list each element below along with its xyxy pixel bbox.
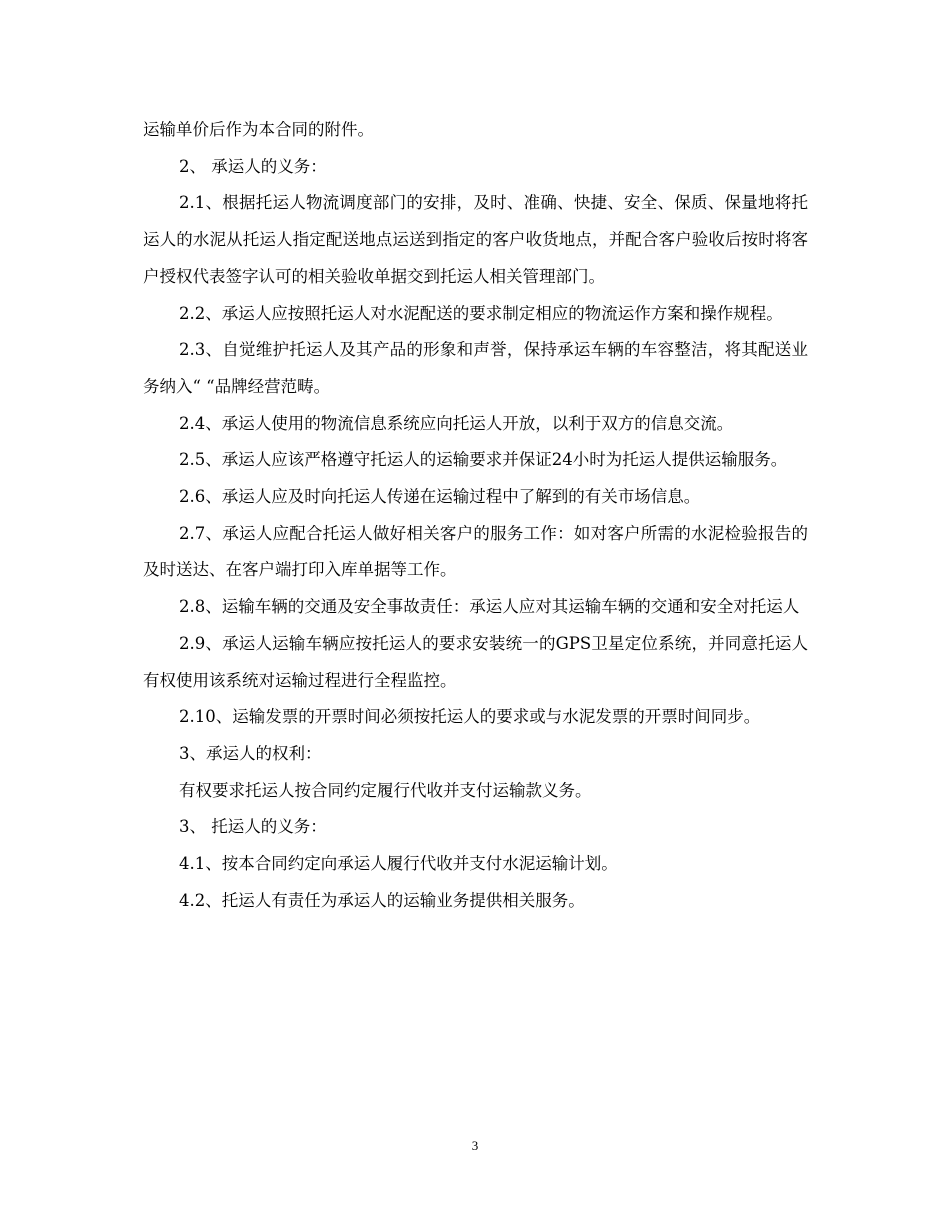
- paragraph-continuation: 运输单价后作为本合同的附件。: [143, 120, 374, 139]
- clause-4-1: 4.1、按本合同约定向承运人履行代收并支付水泥运输计划。: [179, 854, 618, 874]
- document-body: [143, 112, 808, 919]
- section-heading-shipper-obligations: 3、 托运人的义务：: [179, 817, 327, 837]
- clause-2-10: 2.10、运输发票的开票时间必须按托运人的要求或与水泥发票的开票时间同步。: [179, 707, 761, 727]
- clause-2-5: 2.5、承运人应该严格遵守托运人的运输要求并保证24小时为托运人提供运输服务。: [179, 450, 788, 470]
- clause-4-2: 4.2、托运人有责任为承运人的运输业务提供相关服务。: [179, 890, 585, 910]
- clause-2-8: 2.8、运输车辆的交通及安全事故责任：承运人应对其运输车辆的交通和安全对托运人: [179, 597, 800, 617]
- clause-2-4: 2.4、承运人使用的物流信息系统应向托运人开放，以利于双方的信息交流。: [179, 413, 734, 433]
- clause-2-9: 2.9、承运人运输车辆应按托运人的要求安装统一的GPS卫星定位系统，并同意托运人有权使用该系统对运输过程进行全程监控。: [143, 633, 808, 690]
- section-heading-carrier-rights: 3、承运人的权利：: [179, 743, 322, 763]
- clause-2-7: 2.7、承运人应配合托运人做好相关客户的服务工作：如对客户所需的水泥检验报告的及时送达、在客户端打印入库单据等工作。: [143, 523, 808, 580]
- clause-2-6: 2.6、承运人应及时向托运人传递在运输过程中了解到的有关市场信息。: [179, 487, 701, 507]
- clause-2-2: 2.2、承运人应按照托运人对水泥配送的要求制定相应的物流运作方案和操作规程。: [179, 303, 783, 323]
- page-number: 3: [471, 1138, 479, 1153]
- section-heading-carrier-obligations: 2、 承运人的义务：: [179, 156, 327, 176]
- clause-2-1: 2.1、根据托运人物流调度部门的安排，及时、准确、快捷、安全、保质、保量地将托运人的水泥从托运人指定配送地点运送到指定的客户收货地点，并配合客户验收后按时将客户授权代表签字认可的相关验收单据交到托运人相关管理部门。: [143, 193, 808, 286]
- clause-2-3: 2.3、自觉维护托运人及其产品的形象和声誉，保持承运车辆的车容整洁，将其配送业务纳入“ “品牌经营范畴。: [143, 340, 808, 396]
- carrier-rights-text: 有权要求托运人按合同约定履行代收并支付运输款义务。: [179, 780, 592, 800]
